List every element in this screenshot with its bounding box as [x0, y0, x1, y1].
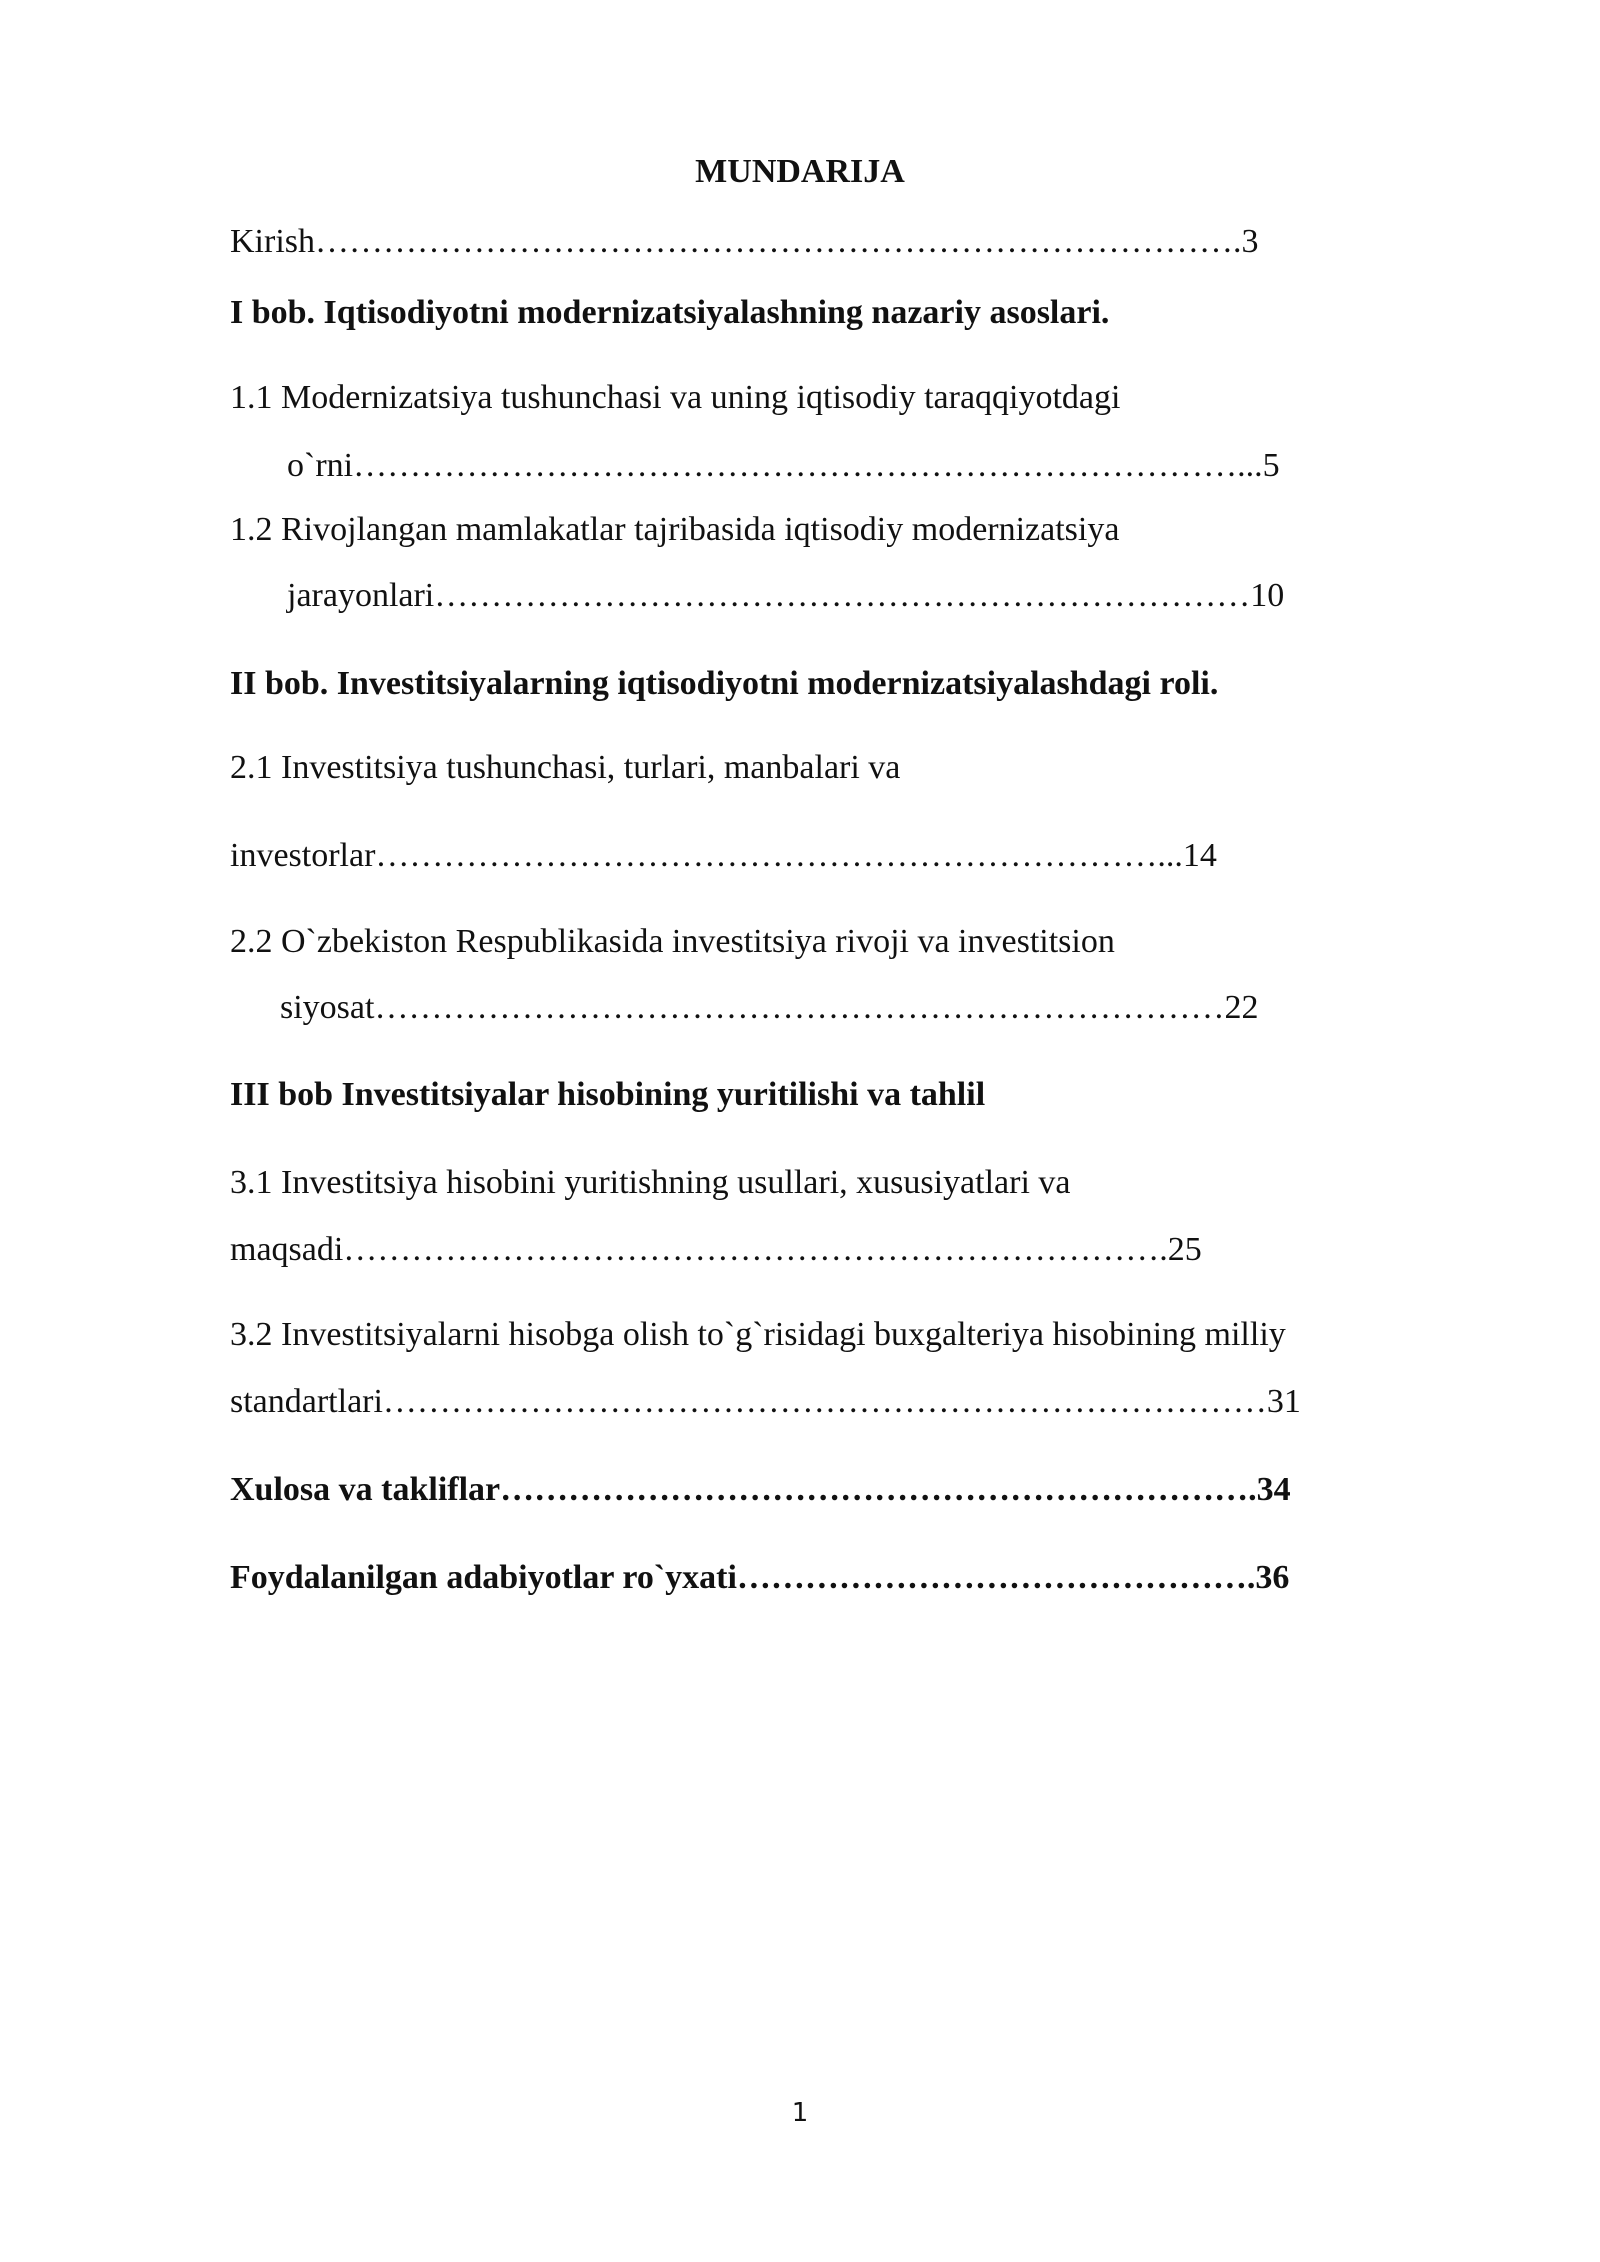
toc-entry-3-2-continued: standartlari……………………………………………………………………31: [230, 1383, 1301, 1420]
toc-chapter-3: III bob Investitsiyalar hisobining yuritilishi va tahlil: [230, 1076, 986, 1113]
toc-entry-1-2-continued: jarayonlari………………………………………………………………10: [287, 577, 1285, 614]
toc-entry-2-2: 2.2 O`zbekiston Respublikasida investitsiya rivoji va investitsion: [230, 923, 1115, 960]
page-number: 1: [791, 2098, 809, 2128]
toc-entry-1-1-continued: o`rni……………………………………………………………………...5: [287, 447, 1280, 484]
toc-entry-2-2-continued: siyosat…………………………………………………………………22: [280, 989, 1259, 1026]
toc-chapter-1: I bob. Iqtisodiyotni modernizatsiyalashning nazariy asoslari.: [230, 294, 1110, 331]
toc-entry-3-1: 3.1 Investitsiya hisobini yuritishning usullari, xususiyatlari va: [230, 1164, 1071, 1201]
toc-conclusion: Xulosa va takliflar………………………………………………………….34: [230, 1471, 1291, 1508]
toc-entry-2-1: 2.1 Investitsiya tushunchasi, turlari, manbalari va: [230, 749, 901, 786]
toc-entry-kirish: Kirish……………………………………………………………………….3: [230, 223, 1259, 260]
toc-chapter-2: II bob. Investitsiyalarning iqtisodiyotni modernizatsiyalashdagi roli.: [230, 665, 1219, 702]
toc-entry-1-2: 1.2 Rivojlangan mamlakatlar tajribasida iqtisodiy modernizatsiya: [230, 511, 1120, 548]
toc-entry-2-1-continued: investorlar……………………………………………………………...14: [230, 837, 1217, 874]
toc-entry-1-1: 1.1 Modernizatsiya tushunchasi va uning iqtisodiy taraqqiyotdagi: [230, 379, 1121, 416]
toc-references: Foydalanilgan adabiyotlar ro`yxati……………………………………….36: [230, 1559, 1290, 1596]
toc-entry-3-2: 3.2 Investitsiyalarni hisobga olish to`g`risidagi buxgalteriya hisobining milliy: [230, 1316, 1286, 1353]
page-title: MUNDARIJA: [695, 153, 905, 190]
toc-entry-3-1-continued: maqsadi……………………………………………………………….25: [230, 1231, 1202, 1268]
